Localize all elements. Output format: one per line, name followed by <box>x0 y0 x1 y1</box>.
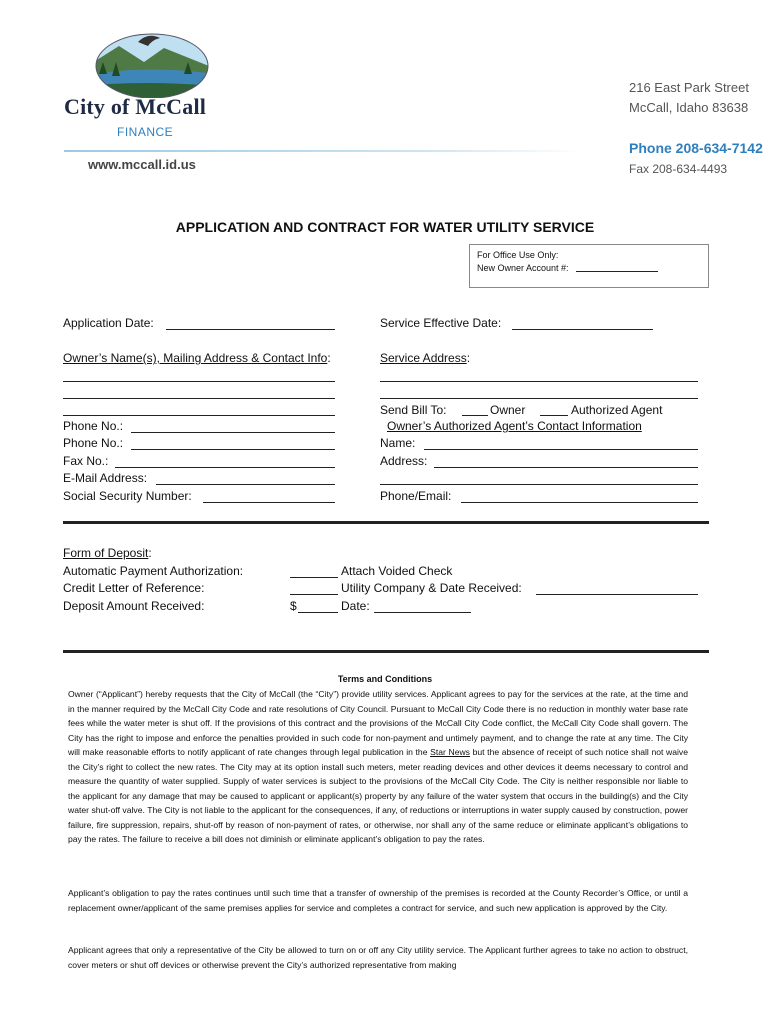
office-use-box <box>469 244 709 288</box>
owners-info-label: Owner’s Name(s), Mailing Address & Contact Info: <box>63 351 331 365</box>
deposit-received-label: Deposit Amount Received: <box>63 599 205 613</box>
section-divider-2 <box>63 650 709 653</box>
utility-company-label: Utility Company & Date Received: <box>341 581 522 595</box>
terms-paragraph-3: Applicant agrees that only a representative of the City be allowed to turn on or off any City utility service. The Applicant further agrees to take no action to obstruct, cover meters or shut off devices or otherwise prevent the City’s authorized representative from making <box>68 945 688 970</box>
agent-contact-header: Owner’s Authorized Agent’s Contact Information <box>387 419 642 433</box>
phone-1-field[interactable] <box>131 432 335 433</box>
new-owner-account-field[interactable] <box>576 271 658 272</box>
utility-company-field[interactable] <box>536 594 698 595</box>
ssn-field[interactable] <box>203 502 335 503</box>
owner-mailing-address-field[interactable] <box>63 398 335 399</box>
service-address-label: Service Address: <box>380 351 471 365</box>
website: www.mccall.id.us <box>88 157 196 172</box>
deposit-amount-field[interactable] <box>298 612 338 613</box>
phone-number: Phone 208-634-7142 <box>629 140 763 156</box>
auto-payment-check[interactable] <box>290 577 338 578</box>
deposit-date-field[interactable] <box>374 612 471 613</box>
phone-1-label: Phone No.: <box>63 419 124 433</box>
service-address-field[interactable] <box>380 381 698 382</box>
terms-paragraph-2: Applicant’s obligation to pay the rates continues until such time that a transfer of ownership of the premises is recorded at the County Recorder’s Office, or until a replacement owner/applicant of the same premises applies for service and completes a contract for service, and such new application is approved by the City. <box>68 888 688 913</box>
application-date-field[interactable] <box>166 329 335 330</box>
send-bill-agent-label: Authorized Agent <box>571 403 663 417</box>
service-effective-date-field[interactable] <box>512 329 653 330</box>
agent-name-field[interactable] <box>424 449 698 450</box>
city-name: City of McCall <box>64 94 207 119</box>
address-street: 216 East Park Street <box>629 80 749 95</box>
phone-2-label: Phone No.: <box>63 436 124 450</box>
agent-phone-email-label: Phone/Email: <box>380 489 452 503</box>
service-effective-date-label: Service Effective Date: <box>380 316 502 330</box>
agent-name-label: Name: <box>380 436 416 450</box>
send-bill-agent-check[interactable] <box>540 415 568 416</box>
send-bill-owner-check[interactable] <box>462 415 488 416</box>
email-field[interactable] <box>156 484 335 485</box>
credit-letter-check[interactable] <box>290 594 338 595</box>
ssn-label: Social Security Number: <box>63 489 192 503</box>
fax-field[interactable] <box>115 467 335 468</box>
terms-paragraph-1: Owner (“Applicant”) hereby requests that the City of McCall (the “City”) provide utility services. Applicant agrees to pay for the services at the rate, at the time and in the manner required by the McCall City Code and rate resolutions of City Council. Pursuant to McCall City Code there is no reduction in monthly water base rate fees while the water meter is shut off. If the provisions of this contract and the provisions of the McCall City Code conflict, the McCall City Code shall govern. The City has the right to impose and enforce the penalties provided in such code for non-payment and untimely payment, and to change the rate at any time. The City will make reasonable efforts to notify applicant of rate changes through legal publication in the Star News but the absence of receipt of such notice shall not waive the City’s right to collect the new rates. The City may at its option install such meters, meter reading devices and other devices it deems necessary to control and measure the quantity of water supplied. Supply of water services is subject to the provisions of the McCall City Code. The City is neither responsible nor liable to the applicant for any damage that may be caused to applicant or applicant(s) property by any failure of the water system that occurs in the building(s) and the City water shut-off valve. The City is not liable to the applicant for the consequences, if any, of reductions or interruptions in water supply caused by construction, power failure, fire suppression, repairs, shut-off by reason of non-payment of rates, or otherwise, nor shall any of the same reduce or eliminate applicant’s obligations to pay the rates. The failure to receive a bill does not diminish or eliminate applicant’s obligation to pay the rates. <box>68 689 688 844</box>
phone-2-field[interactable] <box>131 449 335 450</box>
address-city: McCall, Idaho 83638 <box>629 100 749 115</box>
agent-address-field-2[interactable] <box>380 484 698 485</box>
owner-name-field[interactable] <box>63 381 335 382</box>
agent-address-label: Address: <box>380 454 428 468</box>
owner-mailing-address-field-2[interactable] <box>63 415 335 416</box>
credit-letter-label: Credit Letter of Reference: <box>63 581 205 595</box>
office-use-label: For Office Use Only: <box>477 250 559 260</box>
service-address-field-2[interactable] <box>380 398 698 399</box>
new-owner-label: New Owner Account #: <box>477 263 569 273</box>
terms-title: Terms and Conditions <box>337 674 433 684</box>
send-bill-owner-label: Owner <box>490 403 526 417</box>
fax-number: Fax 208-634-4493 <box>629 162 728 176</box>
auto-payment-label: Automatic Payment Authorization: <box>63 564 244 578</box>
section-divider <box>63 521 709 524</box>
attach-check-label: Attach Voided Check <box>341 564 453 578</box>
star-news: Star News <box>430 747 470 757</box>
email-label: E-Mail Address: <box>63 471 148 485</box>
fax-label: Fax No.: <box>63 454 109 468</box>
header-rule <box>64 150 584 152</box>
agent-phone-email-field[interactable] <box>461 502 698 503</box>
department-name: FINANCE <box>117 125 174 139</box>
application-date-label: Application Date: <box>63 316 154 330</box>
form-title: APPLICATION AND CONTRACT FOR WATER UTILITY SERVICE <box>175 219 595 235</box>
send-bill-to-label: Send Bill To: <box>380 403 447 417</box>
deposit-date-label: Date: <box>341 599 370 613</box>
agent-address-field[interactable] <box>434 467 698 468</box>
dollar-sign: $ <box>290 599 297 613</box>
form-of-deposit-label: Form of Deposit: <box>63 546 152 560</box>
